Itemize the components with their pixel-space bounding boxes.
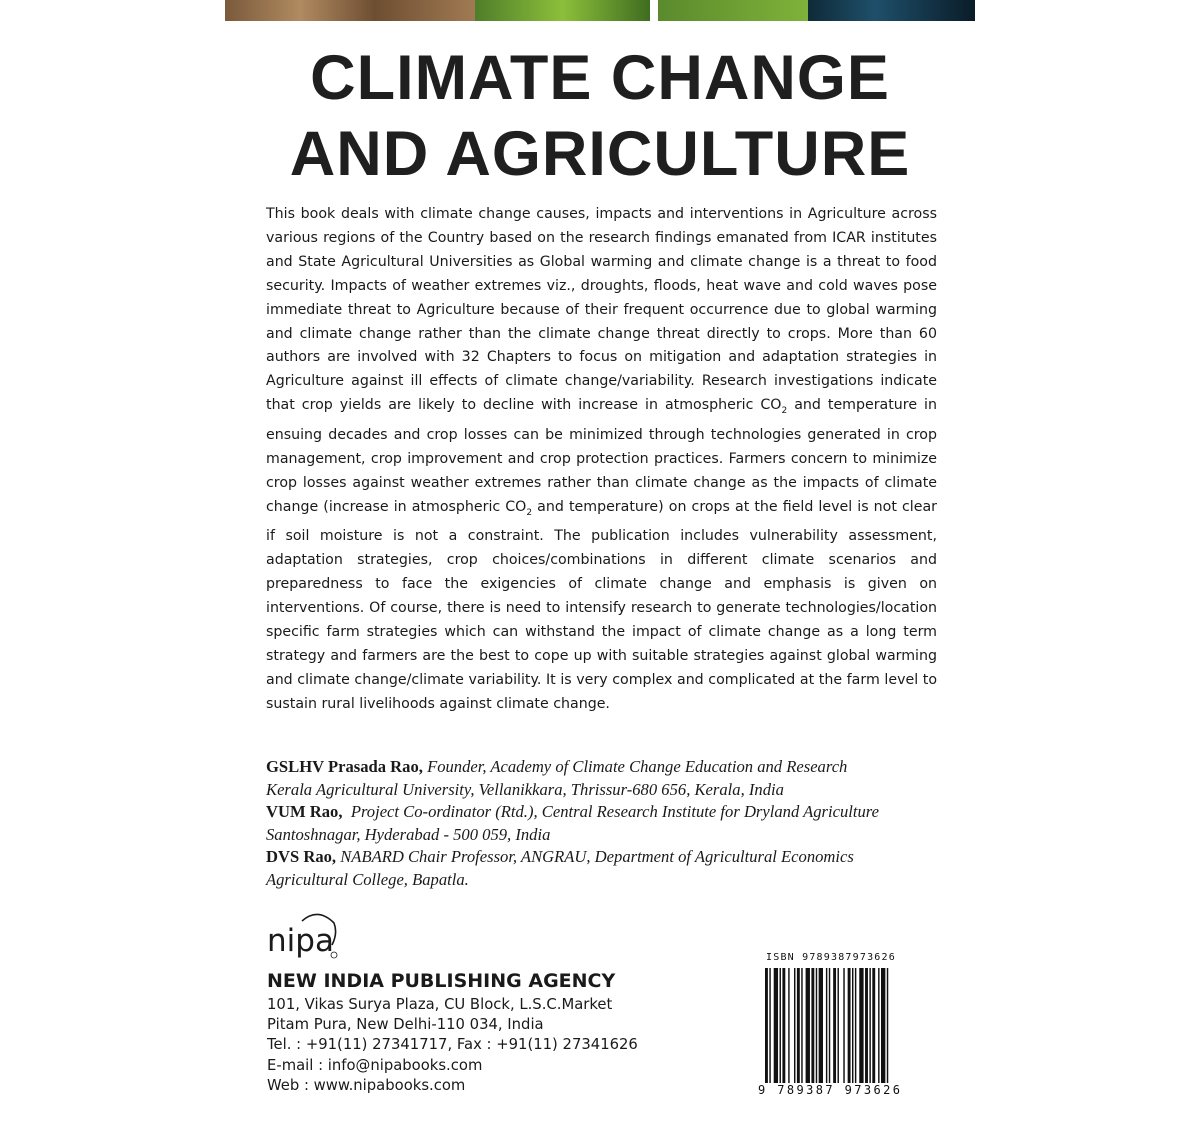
- author-affiliation-address: Kerala Agricultural University, Vellanikkara, Thrissur-680 656, Kerala, India: [266, 779, 784, 799]
- nipa-logo: [266, 909, 338, 967]
- isbn-label: ISBN 9789387973626: [766, 952, 896, 963]
- author-entry: [266, 846, 928, 869]
- book-description: This book deals with climate change causes, impacts and interventions in Agriculture across various regions of the Country based on the research findings emanated from ICAR institutes and State Agricultural Universities as Global warming and climate change is a threat to food security. Impacts of weather extremes viz., droughts, floods, heat wave and cold waves pose immediate threat to Agriculture because of their frequent occurrence due to global warming and climate change rather than the climate change threat directly to crops. More than 60 authors are involved with 32 Chapters to focus on mitigation and adaptation strategies in Agriculture against ill effects of climate change/variability. Research investigations indicate that crop yields are likely to decline with increase in atmospheric $CO_2$ and temperature in ensuing decades and crop losses can be minimized through technologies generated in crop management, crop improvement and crop protection practices. Farmers concern to minimize crop losses against weather extremes rather than climate change as the impacts of climate change (increase in atmospheric $CO_2$ and temperature) on crops at the field level is not clear if soil moisture is not a constraint. The publication includes vulnerability assessment, adaptation strategies, crop choices/combinations in different climate scenarios and preparedness to face the exigencies of climate change and emphasis is given on interventions. Of course, there is need to intensify research to generate technologies/location specific farm strategies which can withstand the impact of climate change as a long term strategy and farmers are the best to cope up with suitable strategies against global warming and climate change/climate variability. It is very complex and complicated at the farm level to sustain rural livelihoods against climate change.: [266, 206, 937, 712]
- isbn-digits: 9 789387 973626: [758, 1083, 903, 1097]
- water-image: [808, 0, 975, 21]
- author-entry-cont: [266, 779, 928, 802]
- logo-text: nipa: [267, 923, 334, 959]
- publisher-phone: Tel. : +91(11) 27341717, Fax : +91(11) 27341626: [267, 1036, 638, 1054]
- isbn-barcode: [763, 950, 933, 1100]
- book-title-line1: CLIMATE CHANGE: [310, 43, 890, 113]
- author-entry: [266, 756, 928, 779]
- author-affiliation: NABARD Chair Professor, ANGRAU, Department of Agricultural Economics: [340, 847, 854, 866]
- publisher-name: NEW INDIA PUBLISHING AGENCY: [267, 970, 616, 992]
- book-title-line2: AND AGRICULTURE: [289, 119, 911, 189]
- author-affiliation: Founder, Academy of Climate Change Education and Research: [427, 757, 848, 776]
- author-affiliation: Project Co-ordinator (Rtd.), Central Research Institute for Dryland Agriculture: [350, 802, 879, 821]
- publisher-address-line2: Pitam Pura, New Delhi-110 034, India: [267, 1016, 544, 1034]
- publisher-block: [267, 970, 638, 1096]
- co2-subscript: 2: [781, 406, 788, 417]
- cover-image-strip: [225, 0, 975, 21]
- author-name: GSLHV Prasada Rao,: [266, 757, 423, 776]
- author-list: [266, 756, 928, 891]
- cracked-earth-image: [225, 0, 475, 21]
- author-affiliation-address: Agricultural College, Bapatla.: [266, 869, 469, 889]
- crop-field-image: [475, 0, 650, 21]
- publisher-email: E-mail : info@nipabooks.com: [267, 1056, 483, 1074]
- publisher-website: Web : www.nipabooks.com: [267, 1076, 466, 1094]
- author-entry: [266, 801, 928, 824]
- author-affiliation-address: Santoshnagar, Hyderabad - 500 059, India: [266, 824, 551, 844]
- author-entry-cont: [266, 824, 928, 847]
- author-name: VUM Rao,: [266, 802, 343, 821]
- author-name: DVS Rao,: [266, 847, 337, 866]
- co2-subscript: 2: [526, 507, 533, 518]
- green-plants-image: [658, 0, 808, 21]
- author-entry-cont: [266, 869, 928, 892]
- publisher-address-line1: 101, Vikas Surya Plaza, CU Block, L.S.C.Market: [267, 996, 613, 1013]
